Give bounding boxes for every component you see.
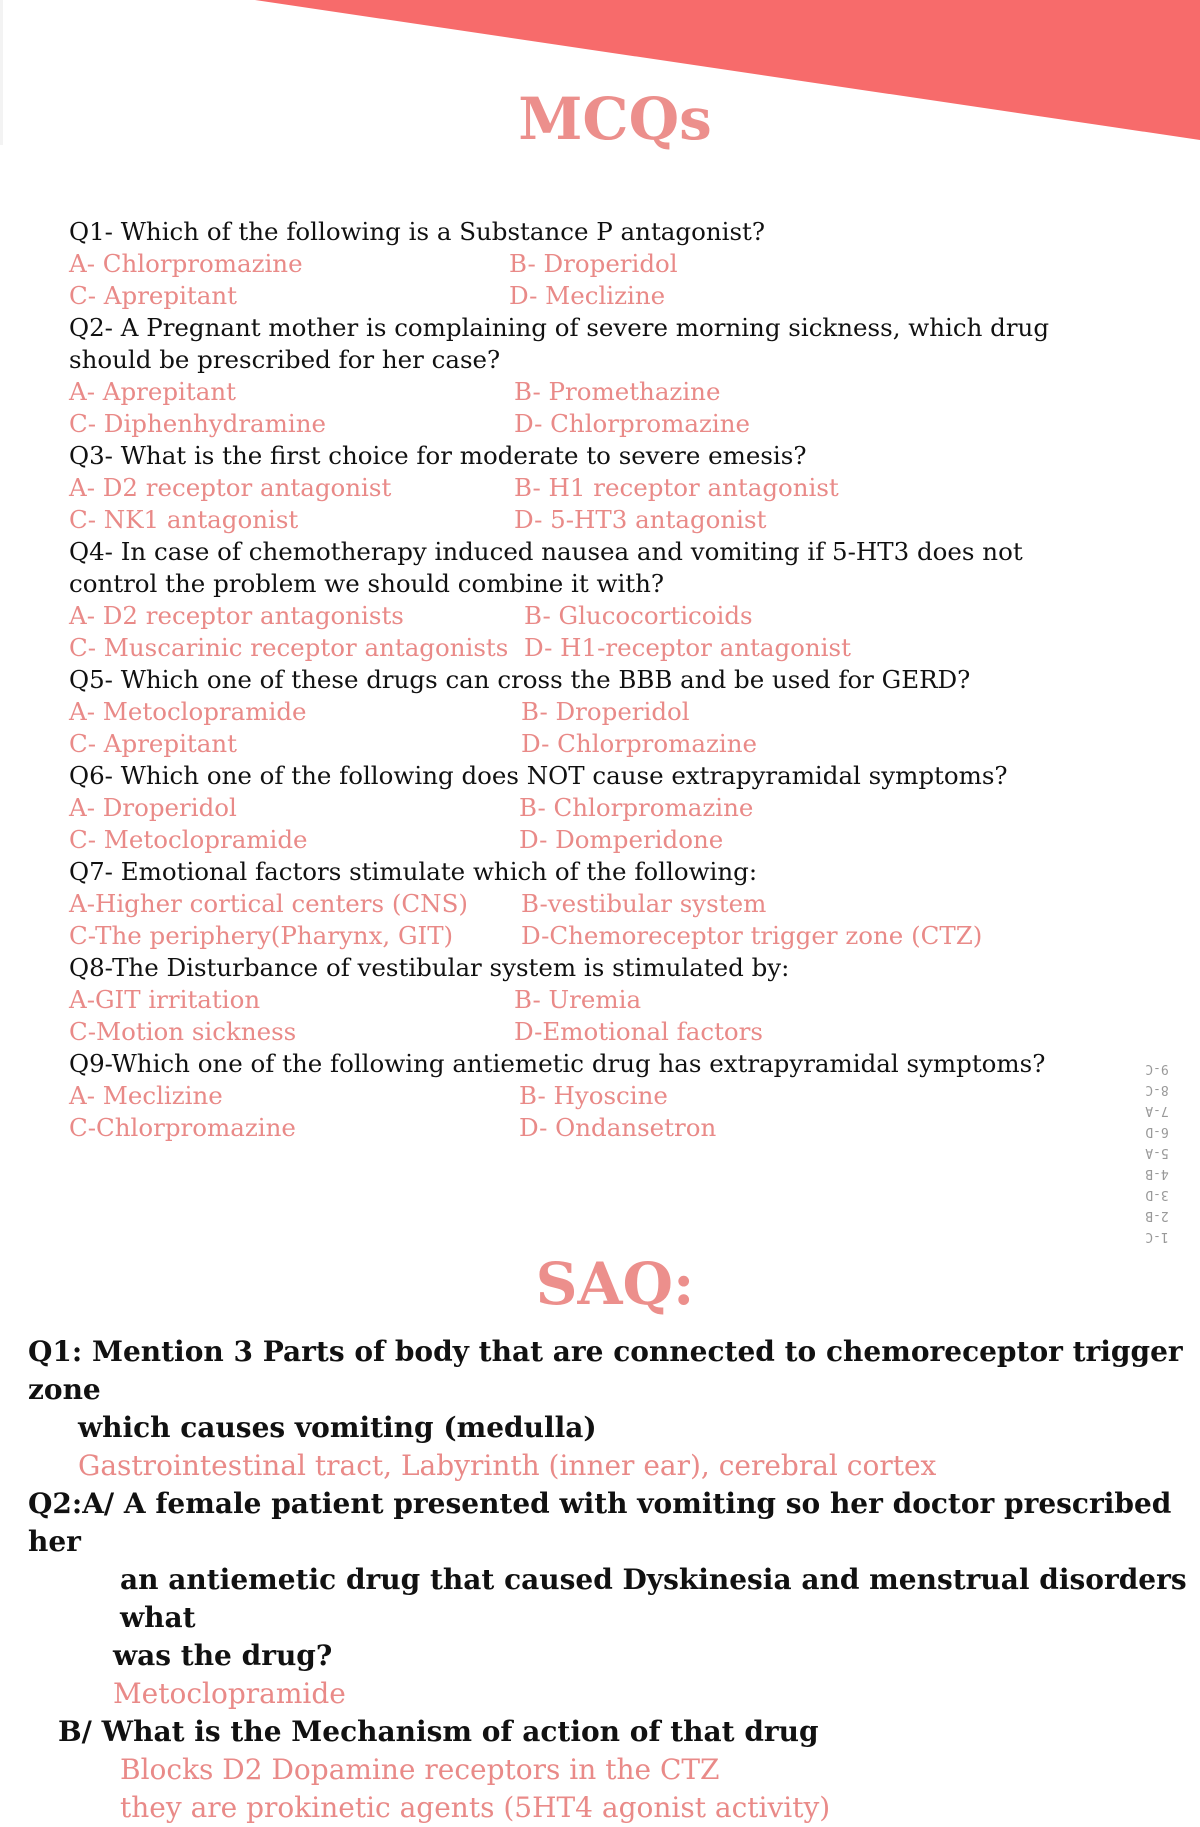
option-b: B- Chlorpromazine — [519, 793, 754, 822]
option-d: D- H1-receptor antagonist — [524, 633, 851, 662]
question-3: Q3- What is the first choice for moderate to severe emesis? — [69, 441, 807, 470]
option-c: C- Diphenhydramine — [69, 409, 326, 438]
option-c: C-The periphery(Pharynx, GIT) — [69, 921, 454, 950]
option-d: D- 5-HT3 antagonist — [514, 505, 767, 534]
option-c: C- NK1 antagonist — [69, 505, 299, 534]
option-a: A- Metoclopramide — [69, 697, 307, 726]
saq-answer-1: Gastrointestinal tract, Labyrinth (inner ear), cerebral cortex — [78, 1449, 937, 1482]
option-a: A-Higher cortical centers (CNS) — [69, 889, 468, 918]
question-4: Q4- In case of chemotherapy induced nausea and vomiting if 5-HT3 does not control the problem we should combine it with? — [69, 537, 1023, 598]
saq-question-1-cont: which causes vomiting (medulla) — [78, 1411, 597, 1444]
saq-heading: SAQ: — [535, 1250, 695, 1318]
question-8: Q8-The Disturbance of vestibular system is stimulated by: — [69, 953, 790, 982]
option-c: C- Aprepitant — [69, 729, 237, 758]
option-b: B- Glucocorticoids — [524, 601, 753, 630]
options-6 — [69, 792, 1099, 856]
saq-answer-2b-1: Blocks D2 Dopamine receptors in the CTZ — [120, 1753, 720, 1786]
question-7: Q7- Emotional factors stimulate which of the following: — [69, 857, 758, 886]
option-b: B- Hyoscine — [519, 1081, 668, 1110]
option-c: C-Motion sickness — [69, 1017, 297, 1046]
answer-key-item: 3-D — [1145, 1187, 1169, 1202]
saq-question-1: Q1: Mention 3 Parts of body that are connected to chemoreceptor trigger zone — [28, 1335, 1183, 1406]
option-d: D- Chlorpromazine — [521, 729, 757, 758]
option-a: A- Meclizine — [69, 1081, 223, 1110]
options-5 — [69, 696, 1099, 760]
question-6: Q6- Which one of the following does NOT cause extrapyramidal symptoms? — [69, 761, 1008, 790]
option-c: C- Muscarinic receptor antagonists — [69, 633, 509, 662]
question-9: Q9-Which one of the following antiemetic drug has extrapyramidal symptoms? — [69, 1049, 1046, 1078]
options-4 — [69, 600, 1099, 664]
options-2 — [69, 376, 1099, 440]
answer-key-item: 5-A — [1145, 1145, 1169, 1160]
saq-list — [28, 1333, 1188, 1827]
option-d: D- Chlorpromazine — [514, 409, 750, 438]
answer-key-item: 4-B — [1145, 1166, 1169, 1181]
mcq-heading: MCQs — [518, 85, 712, 153]
option-d: D- Meclizine — [509, 281, 666, 310]
saq-answer-2a: Metoclopramide — [113, 1677, 346, 1710]
options-7 — [69, 888, 1099, 952]
question-2: Q2- A Pregnant mother is complaining of severe morning sickness, which drug should be prescribed for her case? — [69, 313, 1050, 374]
options-3 — [69, 472, 1099, 536]
options-8 — [69, 984, 1099, 1048]
saq-answer-2b-2: they are prokinetic agents (5HT4 agonist activity) — [120, 1791, 831, 1824]
option-c: C- Metoclopramide — [69, 825, 308, 854]
option-a: A- Aprepitant — [69, 377, 236, 406]
options-1 — [69, 248, 1099, 312]
option-d: D- Domperidone — [519, 825, 724, 854]
saq-question-2a: Q2:A/ A female patient presented with vomiting so her doctor prescribed her — [28, 1487, 1172, 1558]
option-b: B- Uremia — [514, 985, 642, 1014]
answer-key-item: 6-D — [1145, 1124, 1169, 1139]
options-9 — [69, 1080, 1099, 1144]
answer-key — [1140, 1058, 1174, 1247]
option-d: D- Ondansetron — [519, 1113, 717, 1142]
question-5: Q5- Which one of these drugs can cross the BBB and be used for GERD? — [69, 665, 971, 694]
saq-question-2b: B/ What is the Mechanism of action of that drug — [58, 1715, 819, 1748]
option-c: C- Aprepitant — [69, 281, 237, 310]
answer-key-item: 2-B — [1145, 1208, 1169, 1223]
option-a: A-GIT irritation — [69, 985, 261, 1014]
option-b: B- Promethazine — [514, 377, 721, 406]
answer-key-item: 8-C — [1145, 1082, 1169, 1097]
option-b: B- Droperidol — [521, 697, 690, 726]
option-d: D-Chemoreceptor trigger zone (CTZ) — [521, 921, 983, 950]
option-a: A- D2 receptor antagonists — [69, 601, 404, 630]
answer-key-item: 7-A — [1145, 1103, 1169, 1118]
option-b: B-vestibular system — [521, 889, 767, 918]
answer-key-item: 9-C — [1145, 1061, 1169, 1076]
mcq-list — [69, 216, 1099, 1144]
option-a: A- D2 receptor antagonist — [69, 473, 392, 502]
question-1: Q1- Which of the following is a Substance P antagonist? — [69, 217, 766, 246]
answer-key-item: 1-C — [1145, 1229, 1169, 1244]
saq-question-2a-cont2: was the drug? — [113, 1639, 333, 1672]
option-b: B- Droperidol — [509, 249, 678, 278]
option-a: A- Chlorpromazine — [69, 249, 303, 278]
option-c: C-Chlorpromazine — [69, 1113, 296, 1142]
option-b: B- H1 receptor antagonist — [514, 473, 839, 502]
option-d: D-Emotional factors — [514, 1017, 763, 1046]
saq-question-2a-cont: an antiemetic drug that caused Dyskinesia and menstrual disorders what — [120, 1563, 1187, 1634]
option-a: A- Droperidol — [69, 793, 237, 822]
